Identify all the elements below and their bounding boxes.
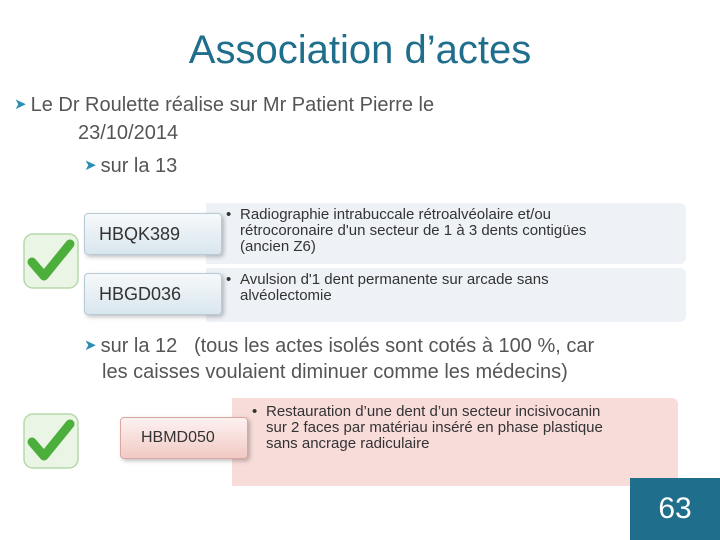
act-description: • Avulsion d'1 dent permanente sur arcade sans alvéolectomie — [206, 268, 686, 322]
section1-label: sur la 13 — [100, 155, 178, 177]
checkmark-icon — [22, 232, 80, 290]
act-code-box — [84, 213, 222, 255]
section2-line1: sur la 12 (tous les actes isolés sont cotés à 100 %, car — [100, 335, 595, 357]
act-code: HBGD036 — [99, 283, 182, 304]
act-code-box — [84, 273, 222, 315]
slide-number: 63 — [630, 478, 720, 540]
section1-bullet — [84, 153, 177, 181]
intro-line2: 23/10/2014 — [78, 122, 179, 144]
act-desc-line1: Radiographie intrabuccale rétroalvéolaire et/ou — [240, 206, 552, 223]
act-code-box — [120, 417, 248, 459]
act-code: HBQK389 — [99, 223, 181, 244]
act-desc-line2: sur 2 faces par matériau inséré en phase plastique — [266, 419, 603, 436]
section2-bullet — [84, 333, 594, 361]
act-desc-line3: sans ancrage radiculaire — [266, 435, 430, 452]
arrow-bullet-icon: ➤ — [14, 96, 27, 113]
act-description: • Restauration d’une dent d’un secteur incisivocanin sur 2 faces par matériau inséré en phase plastique sans ancrage radiculaire — [232, 398, 678, 486]
arrow-bullet-icon: ➤ — [84, 337, 97, 354]
act-description: • Radiographie intrabuccale rétroalvéolaire et/ou rétrocoronaire d'un secteur de 1 à 3 dents contigües (ancien Z6) — [206, 203, 686, 264]
act-code: HBMD050 — [141, 429, 215, 446]
act-desc-line1: Avulsion d'1 dent permanente sur arcade sans — [240, 271, 549, 288]
slide-title: Association d’actes — [188, 28, 532, 72]
arrow-bullet-icon: ➤ — [84, 157, 97, 174]
act-desc-line1: Restauration d’une dent d’un secteur incisivocanin — [266, 403, 601, 420]
act-desc-line2: alvéolectomie — [240, 287, 332, 304]
act-desc-line3: (ancien Z6) — [240, 238, 316, 255]
section2-line2: les caisses voulaient diminuer comme les médecins) — [102, 361, 568, 383]
intro-bullet — [14, 92, 434, 120]
act-desc-line2: rétrocoronaire d'un secteur de 1 à 3 dents contigües — [240, 222, 587, 239]
checkmark-icon — [22, 412, 80, 470]
intro-line1: Le Dr Roulette réalise sur Mr Patient Pierre le — [30, 94, 435, 116]
